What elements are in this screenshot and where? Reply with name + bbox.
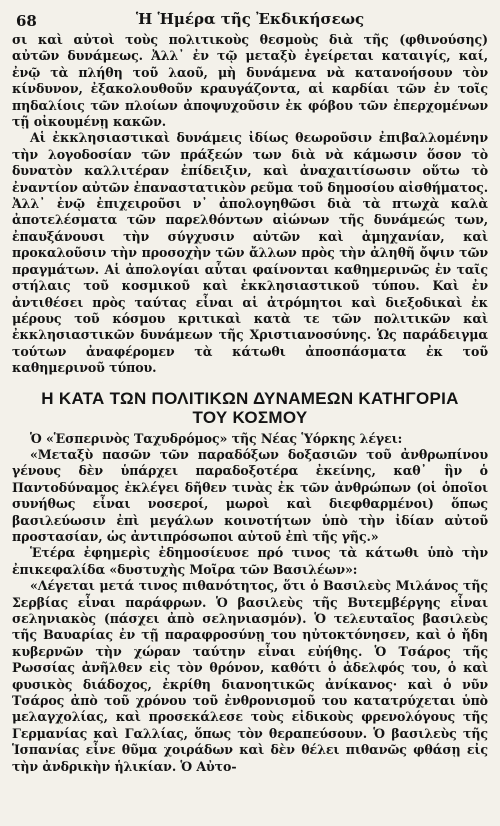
- section-heading-line-1: Η ΚΑΤΑ ΤΩΝ ΠΟΛΙΤΙΚΩΝ ΔΥΝΑΜΕΩΝ ΚΑΤΗΓΟΡΙΑ: [41, 388, 459, 408]
- paragraph-other-newspaper-intro: Ἑτέρα ἐφημερὶς ἐδημοσίευσε πρό τινος τὰ κάτωθι ὑπὸ τὴν ἐπικεφαλίδα «δυστυχὴς Μοῖρα τῶν Βασιλέων»:: [12, 545, 488, 577]
- section-heading: [12, 389, 488, 427]
- page-number: 68: [16, 12, 37, 30]
- running-head: [12, 6, 488, 32]
- paragraph-ecclesiastical-powers: Αἱ ἐκκλησιαστικαὶ δυνάμεις ἰδίως θεωροῦσιν ἐπιβαλλομένην τὴν λογοδοσίαν τῶν πράξεών των διὰ νὰ κάμωσιν ὅσον τὸ δυνατὸν καλλιτέραν ἐπίδειξιν, καὶ ἀναχαιτίσωσιν οὕτω τὸ ἐναντίον αὐτῶν ἐπαναστατικὸν ρεῦμα τοῦ δημοσίου αἰσθήματος. Ἀλλ᾽ ἐνῷ ἐπιχειροῦσι ν᾽ ἀπολογηθῶσι διὰ τὰ πτωχὰ καλὰ ἀποτελέσματα τῶν παρελθόντων αἰώνων τῆς δυνάμεώς των, ἐπαυξάνουσι τὴν σύγχυσιν αὐτῶν καὶ ἀμηχανίαν, καὶ προκαλοῦσιν τὴν προσοχὴν τῶν ἄλλων πρὸς τὴν ἀληθῆ ὄψιν τῶν πραγμάτων. Αἱ ἀπολογίαι αὗται φαίνονται καθημερινῶς ἐν ταῖς στήλαις τοῦ κοσμικοῦ καὶ ἐκκλησιαστικοῦ τύπου. Καὶ ἐν ἀντιθέσει πρὸς ταύτας εἶναι αἱ ἀτρόμητοι καὶ διεξοδικαὶ ἐκ μέρους τοῦ κόσμου κριτικαὶ κατὰ τε τῶν πολιτικῶν καὶ ἐκκλησιαστικῶν δυνάμεων τῆς Χριστιανοσύνης. Ὡς παράδειγμα τούτων ἀναφέρομεν τὰ κάτωθι ἀποσπάσματα ἐκ τοῦ καθημερινοῦ τύπου.: [12, 130, 488, 376]
- paragraph-evening-post-intro: Ὁ «Ἑσπερινὸς Ταχυδρόμος» τῆς Νέας Ὑόρκης λέγει:: [30, 430, 403, 446]
- running-title: Ἡ Ἡμέρα τῆς Ἐκδικήσεως: [135, 10, 365, 28]
- paragraph-quote-divine-right: «Μεταξὺ πασῶν τῶν παραδόξων δοξασιῶν τοῦ ἀνθρωπίνου γένους δὲν ὑπάρχει παραδοξοτέρα ἐκείνης, καθ᾽ ἣν ὁ Παντοδύναμος ἐκλέγει δῆθεν τινὰς ἐκ τῶν ἀνθρώπων (οἱ ὁποῖοι συνήθως εἶναι νοσεροί, μωροὶ καὶ διεφθαρμένοι) ὅπως βασιλεύωσιν ἐπὶ μεγάλων κοινοτήτων ὑπὸ τὴν ἰδίαν αὐτοῦ προστασίαν, ὡς ἀντιπρόσωποι αὐτοῦ ἐπὶ τῆς γῆς.»: [12, 446, 488, 544]
- paragraph-quote-fate-of-kings: «Λέγεται μετά τινος πιθανότητος, ὅτι ὁ Βασιλεὺς Μιλάνος τῆς Σερβίας εἶναι παράφρων. Ὁ βασιλεὺς τῆς Βυτεμβέργης εἶναι σεληνιακὸς (πάσχει ἀπὸ σεληνιασμόν). Ὁ τελευταῖος βασιλεὺς τῆς Βαυαρίας ἐν τῇ παραφροσύνῃ του ηὐτοκτόνησεν, καὶ ὁ ἤδη κυβερνῶν τὴν χώραν ταύτην εἶναι εὐήθης. Ὁ Τσάρος τῆς Ρωσσίας ἀνῆλθεν εἰς τὸν θρόνον, καθότι ὁ ἀδελφός του, ὁ καὶ φυσικὸς διάδοχος, ἐκρίθη διανοητικῶς ἀνίκανος· καὶ ὁ νῦν Τσάρος ἀπὸ τοῦ χρόνου τοῦ ἐνθρονισμοῦ του κατατρύχεται ὑπὸ μελαγχολίας, καὶ προσεκάλεσε τοὺς εἰδικοὺς φρενολόγους τῆς Γερμανίας καὶ Γαλλίας, ὅπως τὸν θεραπεύσουν. Ὁ βασιλεὺς τῆς Ἱσπανίας εἶνε θῦμα χοιράδων καὶ δὲν θέλει πιθανῶς φθάσῃ εἰς τὴν ἀνδρικὴν ἡλικίαν. Ὁ Αὐτο-: [12, 578, 488, 774]
- paragraph-continued: σι καὶ αὐτοὶ τοὺς πολιτικοὺς θεσμοὺς διὰ τῆς (φθινούσης) αὐτῶν δυνάμεως. Ἀλλ᾽ ἐν τῷ μεταξὺ ἐγείρεται καταιγίς, καί, ἐνῷ τὰ πλήθη τοῦ λαοῦ, μὴ δυνάμενα νὰ κατανοήσουν τὸν κίνδυνον, ἐξακολουθοῦν κραυγάζοντα, αἱ καρδίαι τῶν ἐν τοῖς πηδαλίοις τῶν πλοίων ἀποψυχοῦσιν ἐκ φόβου τῶν ἐπερχομένων τῇ οἰκουμένῃ κακῶν.: [12, 32, 488, 130]
- section-heading-line-2: ΤΟΥ ΚΟΣΜΟΥ: [192, 407, 308, 427]
